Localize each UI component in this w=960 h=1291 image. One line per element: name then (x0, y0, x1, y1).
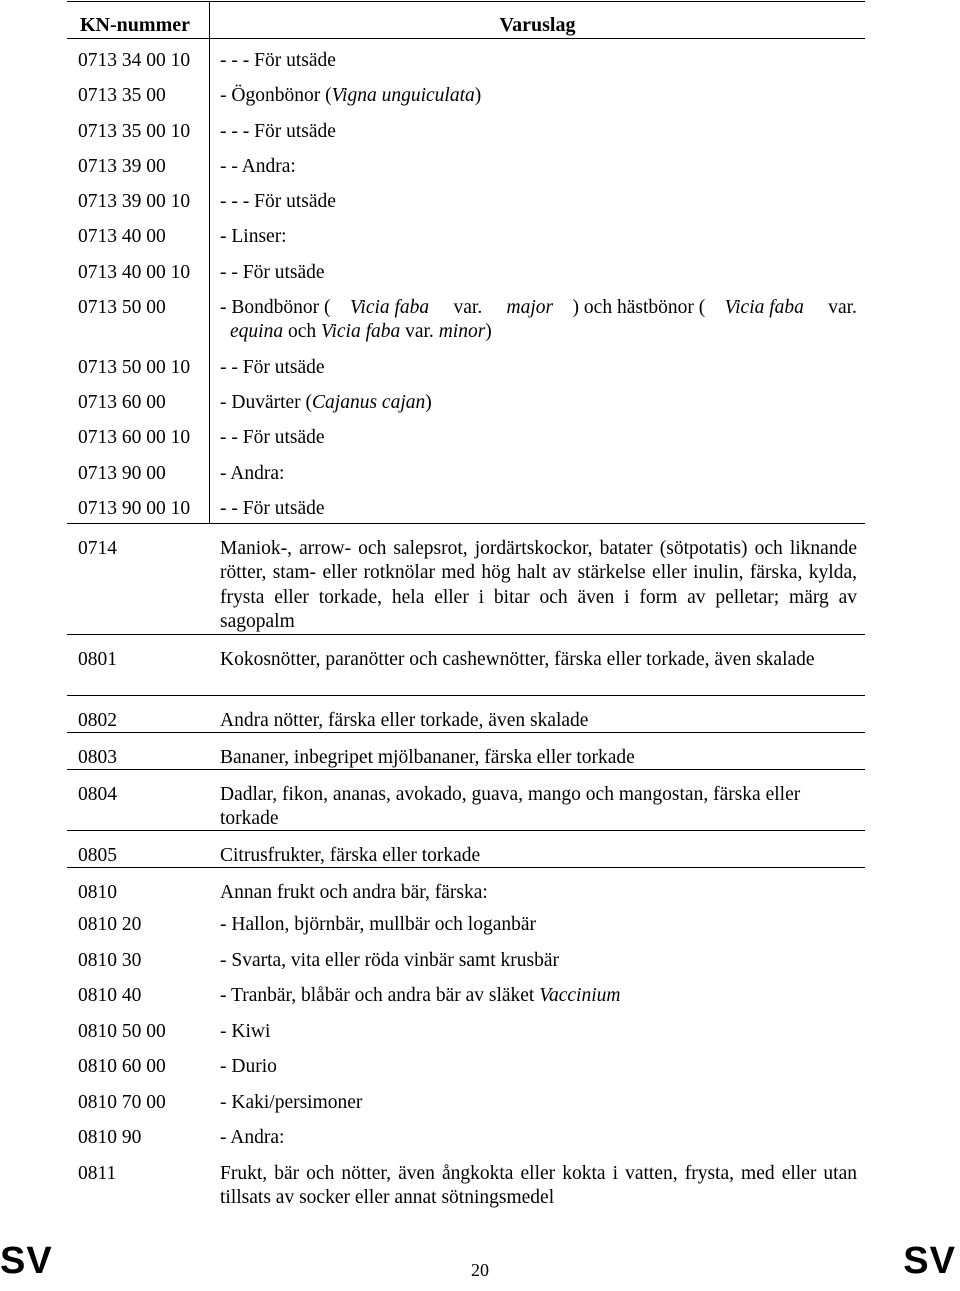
column-header-kn-nummer: KN-nummer (67, 2, 210, 38)
description: - Andra: (220, 1127, 285, 1149)
species-name: equina (230, 321, 284, 343)
kn-code: 0805 (78, 844, 117, 866)
description: Citrusfrukter, färska eller torkade (220, 844, 481, 866)
kn-code: 0811 (78, 1162, 117, 1184)
kn-code: 0713 60 00 (67, 381, 210, 416)
description: - - Andra: (220, 155, 296, 177)
description: - - För utsäde (220, 427, 325, 449)
table-row (67, 416, 865, 451)
kn-code: 0713 39 00 (67, 145, 210, 180)
description-text: ) och hästbönor ( (572, 296, 706, 318)
description: - - - För utsäde (220, 50, 336, 71)
table-row (67, 180, 865, 215)
table-row (67, 939, 865, 975)
table-row (67, 1116, 865, 1152)
description-text: ) (485, 321, 492, 343)
table-row (67, 696, 865, 733)
description-text: ) (425, 392, 432, 413)
table-row (67, 1152, 865, 1216)
description: Bananer, inbegripet mjölbananer, färska eller torkade (220, 746, 635, 768)
description: Annan frukt och andra bär, färska: (220, 881, 488, 903)
species-name: Vicia faba (724, 296, 804, 318)
species-name: Vicia faba (349, 296, 430, 318)
table-row (67, 1045, 865, 1081)
kn-code: 0713 35 00 (67, 74, 210, 109)
table-row (67, 1010, 865, 1046)
table-row (67, 974, 865, 1010)
description (210, 286, 865, 346)
description: Frukt, bär och nötter, även ångkokta eller kokta i vatten, frysta, med eller utan tillsats av socker eller annat sötningsmedel (220, 1162, 857, 1209)
description-text: ) (474, 85, 482, 107)
description: - Kaki/persimoner (220, 1091, 363, 1113)
kn-code: 0810 30 (78, 949, 142, 971)
column-header-varuslag: Varuslag (499, 14, 576, 36)
table-row (67, 733, 865, 770)
description: - - - För utsäde (220, 120, 336, 142)
species-name: Vicia faba (320, 321, 401, 343)
kn-code: 0713 50 00 10 (67, 346, 210, 381)
table-row (67, 487, 865, 524)
table-row (67, 286, 865, 346)
table-row (67, 215, 865, 250)
tariff-table (67, 1, 865, 1216)
table-row (67, 770, 865, 831)
species-name: Vigna unguiculata (331, 85, 475, 107)
description-text: var. (448, 296, 488, 318)
kn-code: 0713 60 00 10 (67, 416, 210, 451)
description: - Durio (220, 1056, 277, 1078)
description: Maniok-, arrow- och salepsrot, jordärtskockor, batater (sötpotatis) och liknande rötter, stam- eller rotknölar med hög halt av stärkelse eller inulin, färska, kylda, frysta eller torkade, hela eller i bitar och även i form av pelletar; märg av sagopalm (220, 537, 857, 633)
description-line (220, 320, 857, 345)
description: - - - För utsäde (220, 191, 336, 212)
description: - Andra: (220, 462, 285, 484)
kn-code: 0713 34 00 10 (67, 39, 210, 74)
species-name: minor (438, 321, 486, 343)
description-text: var. (400, 321, 439, 343)
kn-code: 0801 (78, 648, 117, 670)
table-header (67, 1, 865, 39)
table-row (67, 868, 865, 904)
kn-code: 0810 50 00 (78, 1020, 166, 1042)
description: - - För utsäde (220, 261, 325, 283)
language-label-right: SV (903, 1240, 956, 1282)
description: - Hallon, björnbär, mullbär och loganbär (220, 914, 536, 936)
kn-code: 0810 70 00 (78, 1091, 166, 1113)
kn-code: 0713 90 00 (67, 452, 210, 487)
table-row (67, 831, 865, 868)
table-row (67, 145, 865, 180)
kn-code: 0803 (78, 746, 117, 768)
table-row (67, 903, 865, 939)
table-row (67, 381, 865, 416)
description (210, 974, 865, 1010)
kn-code: 0713 40 00 10 (67, 251, 210, 286)
kn-code: 0713 39 00 10 (67, 180, 210, 215)
description: - - För utsäde (220, 356, 325, 378)
species-name: major (506, 296, 554, 318)
table-row (67, 524, 865, 635)
description-text: - Ögonbönor ( (220, 85, 332, 107)
description: - Svarta, vita eller röda vinbär samt krusbär (220, 949, 559, 971)
kn-code: 0810 60 00 (78, 1056, 166, 1078)
page-number: 20 (471, 1260, 489, 1280)
language-label-left: SV (0, 1240, 53, 1282)
description: Kokosnötter, paranötter och cashewnötter, färska eller torkade, även skalade (220, 648, 815, 670)
description-text: och (283, 321, 321, 343)
kn-code: 0714 (78, 537, 117, 559)
kn-code: 0713 35 00 10 (67, 110, 210, 145)
description: - Linser: (220, 226, 287, 248)
description-text: - Tranbär, blåbär och andra bär av släket (220, 985, 540, 1007)
table-row (67, 346, 865, 381)
table-row (67, 251, 865, 286)
table-row (67, 635, 865, 696)
kn-code: 0713 50 00 (67, 286, 210, 346)
description: Andra nötter, färska eller torkade, även skalade (220, 709, 589, 731)
kn-code: 0810 (78, 881, 117, 903)
table-row (67, 74, 865, 109)
description: - - För utsäde (220, 497, 325, 519)
kn-code: 0713 90 00 10 (67, 487, 210, 523)
table-row (67, 452, 865, 487)
kn-code: 0802 (78, 709, 117, 731)
kn-code: 0810 40 (78, 985, 142, 1007)
kn-code: 0713 40 00 (67, 215, 210, 250)
genus-name: Vaccinium (539, 985, 621, 1007)
table-row (67, 39, 865, 74)
kn-code: 0810 90 (78, 1127, 142, 1149)
description: Dadlar, fikon, ananas, avokado, guava, mango och mangostan, färska eller torkade (220, 783, 801, 830)
description: - Kiwi (220, 1020, 271, 1042)
description (210, 74, 865, 109)
kn-code: 0804 (78, 783, 117, 805)
description-line (220, 296, 857, 321)
species-name: Cajanus cajan (312, 392, 426, 413)
table-row (67, 1081, 865, 1117)
description-text: - Duvärter ( (220, 392, 313, 413)
table-row (67, 110, 865, 145)
description (210, 381, 865, 416)
description-text: - Bondbönor ( (220, 296, 331, 318)
description-text: var. (823, 296, 857, 318)
kn-code: 0810 20 (78, 914, 142, 936)
